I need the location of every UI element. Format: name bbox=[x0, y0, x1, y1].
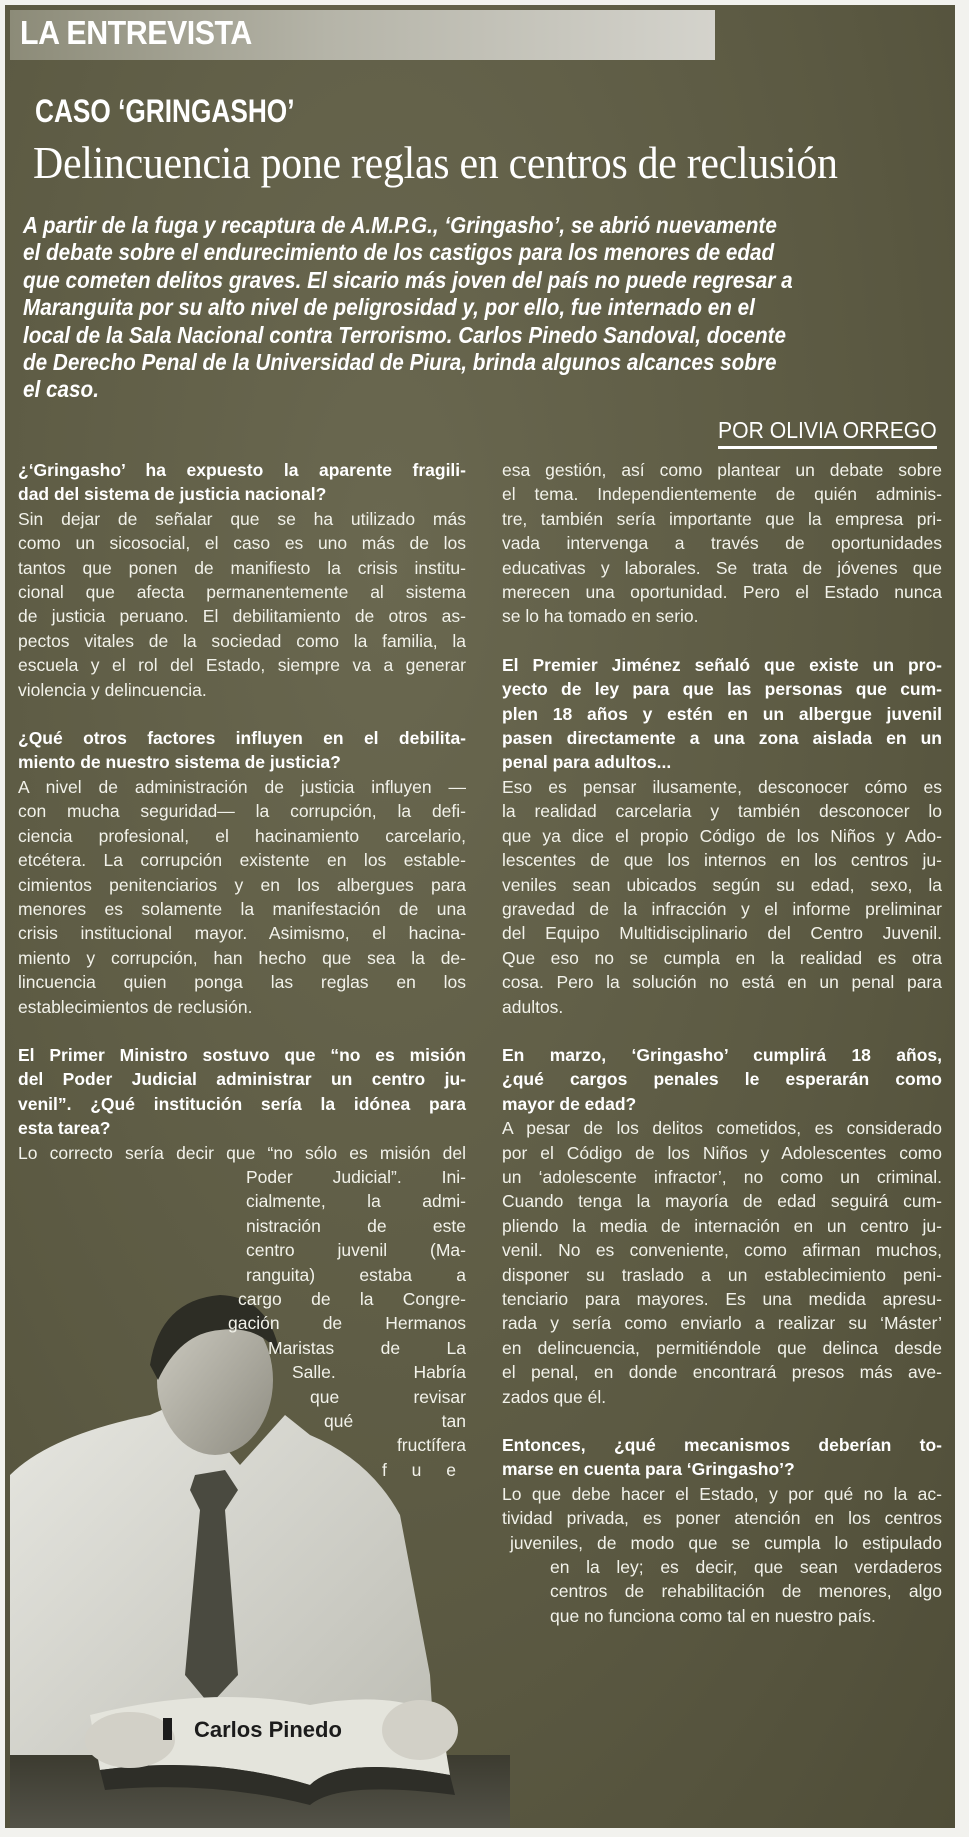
question-line: del Poder Judicial administrar un centro ju- bbox=[18, 1069, 466, 1090]
question-line: ¿Qué otros factores influyen en el debilita- bbox=[18, 728, 466, 749]
answer-line: del Equipo Multidisciplinario del Centro Juvenil. bbox=[502, 923, 942, 944]
answer-line: que no funciona como tal en nuestro país. bbox=[550, 1605, 876, 1626]
answer-line: que ya dice el propio Código de los Niños y Ado- bbox=[502, 825, 942, 846]
answer-line: pectos vitales de la sociedad como la familia, la bbox=[18, 630, 466, 651]
answer-line: el penal, en donde encontrará presos más ave- bbox=[502, 1362, 942, 1383]
question-line: miento de nuestro sistema de justicia? bbox=[18, 752, 341, 773]
answer-line: tantos que ponen de manifiesto la crisis institu- bbox=[18, 557, 466, 578]
answer-line: fructífera bbox=[396, 1435, 466, 1456]
answer-line: ranguita) estaba a bbox=[246, 1264, 466, 1285]
answer-line: que revisar bbox=[310, 1386, 466, 1407]
answer-line: crisis institucional mayor. Asimismo, el hacina- bbox=[18, 923, 466, 944]
answer-line: centro juvenil (Ma- bbox=[246, 1240, 466, 1261]
lead-line: A partir de la fuga y recaptura de A.M.P.G., ‘Gringasho’, se abrió nuevamente bbox=[23, 212, 777, 238]
question-line: penal para adultos... bbox=[502, 752, 672, 773]
answer-line: tenciario para mayores. Es una medida apresu- bbox=[502, 1289, 942, 1309]
answer-line: qué tan bbox=[324, 1411, 466, 1432]
answer-line: establecimientos de reclusión. bbox=[18, 996, 253, 1017]
answer-line: venil. No es conveniente, como afirman muchos, bbox=[502, 1240, 942, 1261]
question-line: esta tarea? bbox=[18, 1118, 111, 1139]
answer-line: cargo de la Congre- bbox=[238, 1289, 466, 1309]
answer-line: la realidad carcelaria y también desconocer lo bbox=[502, 801, 942, 822]
answer-line: en delincuencia, permitiéndole que delinca desde bbox=[502, 1337, 942, 1358]
answer-line: centros de rehabilitación de menores, algo bbox=[550, 1581, 942, 1602]
answer-line: Cuando tenga la mayoría de edad seguirá cum- bbox=[502, 1191, 942, 1212]
answer-line: cosa. Pero la solución no está en un penal para bbox=[502, 972, 942, 993]
answer-line: gación de Hermanos bbox=[228, 1313, 466, 1334]
answer-line: Que eso no se cumpla en la realidad es otra bbox=[502, 947, 942, 968]
answer-line: escuela y el rol del Estado, siempre va a generar bbox=[18, 655, 466, 676]
answer-line: disponer su traslado a un establecimiento peni- bbox=[502, 1264, 942, 1285]
answer-line: por el Código de los Niños y Adolescentes como bbox=[502, 1142, 942, 1163]
question-line: En marzo, ‘Gringasho’ cumplirá 18 años, bbox=[502, 1044, 942, 1065]
answer-line: merecen una oportunidad. Pero el Estado nunca bbox=[502, 582, 942, 603]
answer-line: Maristas de La bbox=[268, 1337, 466, 1358]
answer-line: f u e bbox=[381, 1459, 466, 1480]
answer-line: lescentes de que los internos en los centros ju- bbox=[502, 850, 942, 871]
answer-line: cialmente, la admi- bbox=[246, 1191, 466, 1212]
question-line: El Premier Jiménez señaló que existe un pro- bbox=[502, 654, 942, 675]
answer-line: lincuencia quien ponga las reglas en los bbox=[18, 972, 466, 993]
question-line: pasen directamente a una zona aislada en un bbox=[502, 728, 942, 749]
question-line: yecto de ley para que las personas que cum- bbox=[502, 679, 942, 700]
answer-line: vada intervenga a través de oportunidades bbox=[502, 533, 942, 554]
answer-line: con mucha seguridad— la corrupción, la defi- bbox=[18, 801, 466, 822]
answer-line: gravedad de la infracción y el informe preliminar bbox=[502, 898, 942, 919]
article-panel bbox=[5, 5, 955, 1828]
answer-line: cimientos penitenciarios y en los albergues para bbox=[18, 874, 466, 895]
answer-line: tre, también sería importante que la empresa pri- bbox=[502, 508, 942, 529]
answer-line: adultos. bbox=[502, 996, 564, 1017]
section-label: LA ENTREVISTA bbox=[20, 14, 252, 51]
answer-line: A nivel de administración de justicia influyen — bbox=[18, 776, 466, 797]
answer-line: Sin dejar de señalar que se ha utilizado más bbox=[18, 508, 466, 529]
answer-line: cional que afecta permanentemente al sistema bbox=[18, 582, 466, 603]
answer-line: pliendo la media de internación en un centro ju- bbox=[502, 1215, 942, 1236]
lead-line: el caso. bbox=[23, 376, 99, 403]
answer-line: Salle. Habría bbox=[292, 1362, 466, 1383]
photo-caption bbox=[163, 1717, 342, 1743]
wrapped-answer bbox=[228, 1165, 466, 1482]
answer-line: de justicia peruano. El debilitamiento de otros as- bbox=[18, 606, 466, 627]
question-line: mayor de edad? bbox=[502, 1093, 637, 1114]
lead-line: Maranguita por su alto nivel de peligrosidad y, por ello, fue internado en el bbox=[23, 294, 755, 321]
headline: Delincuencia pone reglas en centros de reclusión bbox=[33, 138, 838, 188]
answer-line: en la ley; es decir, que sean verdaderos bbox=[550, 1557, 942, 1578]
lead-line: local de la Sala Nacional contra Terrorismo. Carlos Pinedo Sandoval, docente bbox=[23, 321, 787, 348]
caption-marker bbox=[163, 1718, 172, 1740]
answer-line: miento y corrupción, han hecho que sea la de- bbox=[18, 947, 466, 968]
answer-line: se lo ha tomado en serio. bbox=[502, 606, 699, 627]
right-column bbox=[502, 458, 942, 1628]
answer-line: tividad privada, es poner atención en los centros bbox=[502, 1508, 942, 1529]
answer-line: esa gestión, así como plantear un debate sobre bbox=[502, 460, 942, 480]
byline: POR OLIVIA ORREGO bbox=[718, 417, 937, 449]
section-tab bbox=[10, 10, 715, 60]
answer-line: veniles sean ubicados según su edad, sexo, la bbox=[502, 874, 942, 895]
answer-line: Lo que debe hacer el Estado, y por qué no la ac- bbox=[502, 1483, 942, 1504]
answer-line: ciencia profesional, el hacinamiento carcelario, bbox=[18, 825, 466, 846]
question-line: El Primer Ministro sostuvo que “no es misión bbox=[18, 1044, 466, 1065]
answer-line: etcétera. La corrupción existente en los estable- bbox=[18, 850, 466, 871]
answer-line: como un sicosocial, el caso es uno más de los bbox=[18, 533, 466, 554]
right-hand bbox=[382, 1700, 458, 1760]
kicker: CASO ‘GRINGASHO’ bbox=[35, 93, 295, 129]
question-line: dad del sistema de justicia nacional? bbox=[18, 484, 327, 505]
answer-line: Poder Judicial”. Ini- bbox=[246, 1166, 466, 1187]
answer-line: nistración de este bbox=[246, 1215, 466, 1236]
lead-paragraph bbox=[23, 212, 923, 404]
question-line: Entonces, ¿qué mecanismos deberían to- bbox=[502, 1435, 942, 1456]
left-hand bbox=[85, 1712, 175, 1768]
lead-line: el debate sobre el endurecimiento de los castigos para los menores de edad bbox=[23, 239, 775, 266]
question-line: marse en cuenta para ‘Gringasho’? bbox=[502, 1459, 795, 1480]
question-line: ¿‘Gringasho’ ha expuesto la aparente fragili- bbox=[18, 460, 466, 480]
answer-line: A pesar de los delitos cometidos, es considerado bbox=[502, 1118, 942, 1139]
answer-line: educativas y laborales. Se trata de jóvenes que bbox=[502, 557, 942, 578]
answer-line: Eso es pensar ilusamente, desconocer cómo es bbox=[502, 776, 942, 797]
caption-text: Carlos Pinedo bbox=[194, 1717, 342, 1742]
answer-line: menores es solamente la manifestación de una bbox=[18, 898, 466, 919]
answer-line: Lo correcto sería decir que “no sólo es misión del bbox=[18, 1142, 466, 1163]
question-line: ¿qué cargos penales le esperarán como bbox=[502, 1069, 942, 1090]
answer-line: violencia y delincuencia. bbox=[18, 679, 207, 700]
left-column bbox=[18, 458, 466, 1482]
answer-line: juveniles, de modo que se cumpla lo estipulado bbox=[510, 1532, 942, 1553]
lead-line: que cometen delitos graves. El sicario más joven del país no puede regresar a bbox=[23, 266, 793, 293]
answer-line: el tema. Independientemente de quién adminis- bbox=[502, 484, 942, 505]
answer-line: zados que él. bbox=[502, 1386, 607, 1407]
answer-line: un ‘adolescente infractor’, no como un criminal. bbox=[502, 1166, 942, 1187]
question-line: venil”. ¿Qué institución sería la idónea para bbox=[18, 1093, 466, 1114]
question-line: plen 18 años y estén en un albergue juvenil bbox=[502, 703, 942, 724]
answer-line: rada y sería como enviarlo a realizar su ‘Máster’ bbox=[502, 1313, 942, 1334]
lead-line: de Derecho Penal de la Universidad de Piura, brinda algunos alcances sobre bbox=[23, 349, 777, 376]
